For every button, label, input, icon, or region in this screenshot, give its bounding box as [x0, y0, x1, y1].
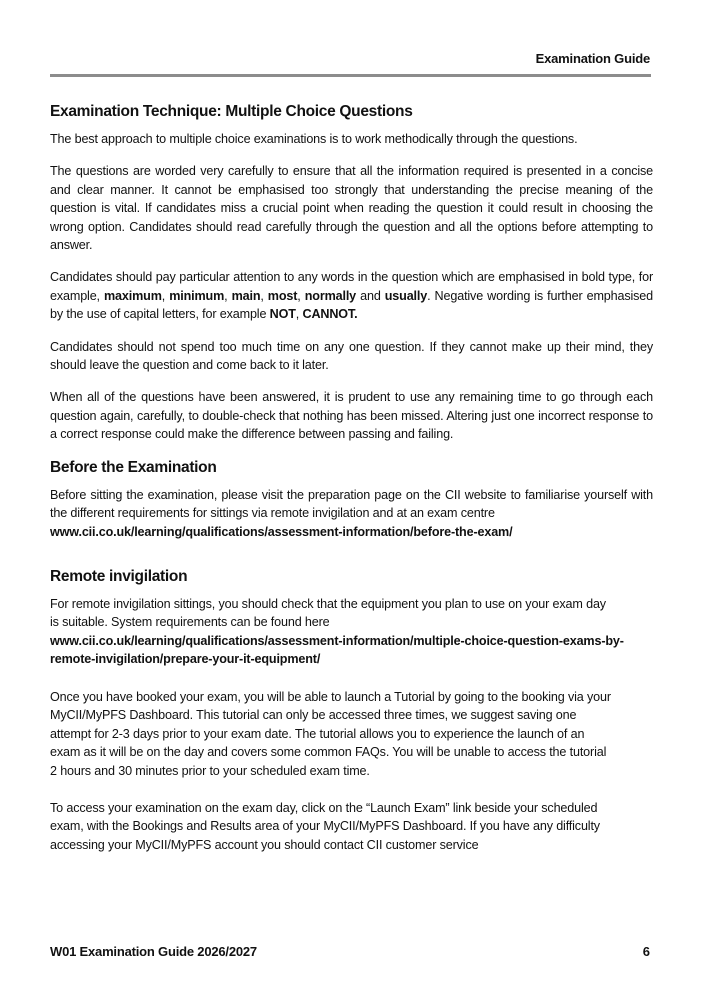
link-prepare-it-equipment[interactable]: www.cii.co.uk/learning/qualifications/assessment-information/multiple-choice-question-exams-by- remote-invigilation/prepare-your-it-equipment/ [50, 633, 624, 667]
bold-word: usually [384, 288, 428, 303]
footer-doc-title: W01 Examination Guide 2026/2027 [50, 944, 257, 959]
bold-word: most [267, 288, 298, 303]
section-remote-invigilation [50, 567, 653, 669]
header-rule [50, 74, 651, 77]
paragraph-before-exam: Before sitting the examination, please visit the preparation page on the CII website to familiarise yourself with the different requirements for sittings via remote invigilation and at an exam centre www.cii.co.uk/learning/qualifications/assessment-information/before-the-exam/ [50, 486, 653, 541]
paragraph-tutorial: Once you have booked your exam, you will be able to launch a Tutorial by going to the booking via your MyCII/MyPFS Dashboard. This tutorial can only be accessed three times, we suggest saving one attempt for 2-3 days prior to your exam date. The tutorial allows you to experience the launch of an exam as it will be on the day and covers some common FAQs. You will be unable to access the tutorial 2 hours and 30 minutes prior to your scheduled exam time. [50, 690, 611, 778]
bold-word: main [231, 288, 261, 303]
heading-exam-technique: Examination Technique: Multiple Choice Questions [50, 103, 413, 120]
paragraph-time: Candidates should not spend too much time on any one question. If they cannot make up their mind, they should leave the question and come back to it later. [50, 339, 653, 373]
paragraph-launch-exam: To access your examination on the exam day, click on the “Launch Exam” link beside your scheduled exam, with the Bookings and Results area of your MyCII/MyPFS Dashboard. If you have any difficulty accessing your MyCII/MyPFS account you should contact CII customer service [50, 801, 600, 852]
footer-page-number: 6 [642, 944, 650, 959]
paragraph-remote-equipment: For remote invigilation sittings, you should check that the equipment you plan to use on your exam day is suitable. System requirements can be found here www.cii.co.uk/learning/qualifications/assessment-information/multiple-choice-question-exams-by- remote-invigilation/prepare-your-it-equipment/ [50, 595, 653, 669]
paragraph-wording: The questions are worded very carefully to ensure that all the information required is presented in a concise and clear manner. It cannot be emphasised too strongly that understanding the precise meaning of the question is vital. If candidates miss a crucial point when reading the question it could result in choosing the wrong option. Candidates should read carefully through the question and all the options before attempting to answer. [50, 164, 653, 253]
section-exam-technique [50, 102, 653, 458]
caps-word: NOT [269, 307, 296, 322]
bold-word: minimum [169, 288, 225, 303]
running-header: Examination Guide [535, 51, 650, 66]
heading-remote-invigilation: Remote invigilation [50, 568, 188, 585]
caps-word: CANNOT [302, 307, 355, 322]
section-before-exam [50, 458, 653, 541]
bold-word: maximum [104, 288, 162, 303]
link-before-the-exam[interactable]: www.cii.co.uk/learning/qualifications/assessment-information/before-the-exam/ [50, 524, 513, 539]
paragraph-best-approach: The best approach to multiple choice examinations is to work methodically through the questions. [50, 132, 578, 146]
bold-word: normally [304, 288, 357, 303]
heading-before-exam: Before the Examination [50, 459, 217, 476]
paragraph-bold-emphasis: Candidates should pay particular attention to any words in the question which are emphasised in bold type, for example, maximum, minimum, main, most, normally and usually. Negative wording is further emphasised by the use of capital letters, for example NOT, CANNOT. [50, 270, 654, 322]
paragraph-review: When all of the questions have been answered, it is prudent to use any remaining time to go through each question again, carefully, to double-check that nothing has been missed. Altering just one incorrect response to a correct response could make the difference between passing and failing. [50, 390, 653, 442]
